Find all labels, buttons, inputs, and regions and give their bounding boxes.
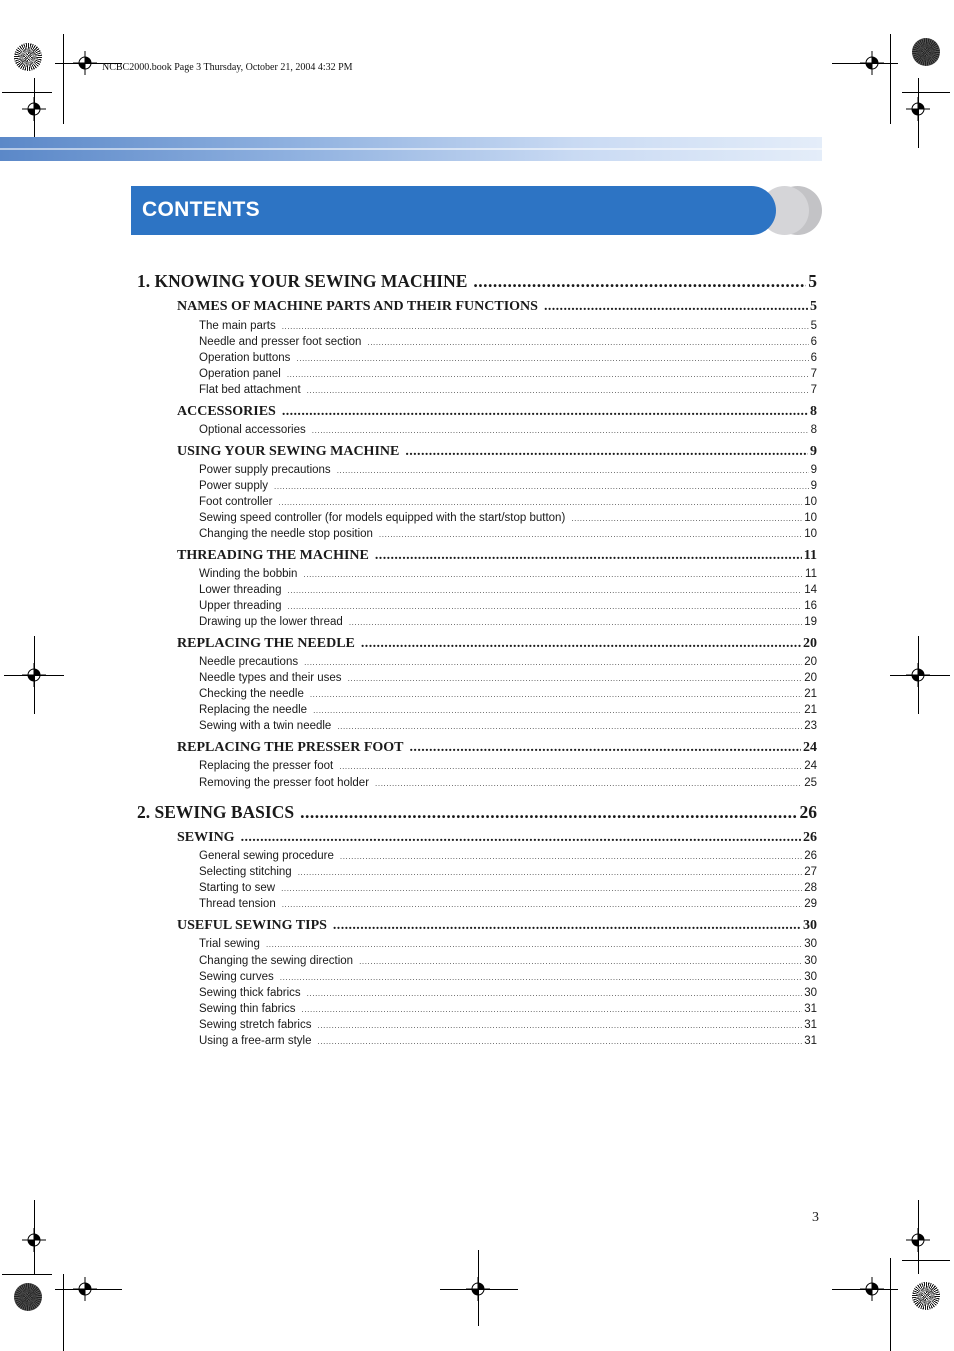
toc-page: 27 xyxy=(804,866,817,878)
toc-label: Sewing curves xyxy=(199,971,274,983)
toc-item[interactable] xyxy=(199,584,817,596)
toc-item[interactable] xyxy=(199,938,817,950)
color-registration-starburst-icon xyxy=(14,1283,42,1311)
toc-item[interactable] xyxy=(199,672,817,684)
toc-label: SEWING xyxy=(177,830,235,845)
toc-page: 11 xyxy=(803,548,817,563)
toc-section-using-machine[interactable] xyxy=(177,444,817,460)
leader-dots xyxy=(282,322,809,331)
leader-dots xyxy=(303,570,803,579)
toc-page: 11 xyxy=(805,568,817,580)
toc-page: 6 xyxy=(810,352,817,364)
crop-mark-line xyxy=(890,675,950,676)
leader-dots xyxy=(349,618,802,627)
color-registration-starburst-icon xyxy=(912,1282,940,1310)
toc-item[interactable] xyxy=(199,850,817,862)
leader-dots xyxy=(337,466,809,475)
crop-mark-line xyxy=(918,1200,919,1274)
toc-chapter-2[interactable] xyxy=(137,802,817,823)
toc-item[interactable] xyxy=(199,987,817,999)
crop-mark-line xyxy=(63,1274,64,1351)
leader-dots xyxy=(333,918,801,934)
toc-section-sewing-tips[interactable] xyxy=(177,918,817,934)
toc-page: 16 xyxy=(804,600,817,612)
page-number: 3 xyxy=(812,1210,819,1225)
crop-mark-line xyxy=(832,63,898,64)
toc-page: 20 xyxy=(804,672,817,684)
toc-item[interactable] xyxy=(199,898,817,910)
leader-dots xyxy=(571,514,802,523)
toc-label: USEFUL SEWING TIPS xyxy=(177,918,327,933)
toc-item[interactable] xyxy=(199,616,817,628)
toc-label: Sewing speed controller (for models equipped with the start/stop button) xyxy=(199,512,566,524)
toc-label: Power supply xyxy=(199,480,269,492)
leader-dots xyxy=(348,674,803,683)
toc-label: Operation panel xyxy=(199,368,281,380)
leader-dots xyxy=(410,740,801,756)
toc-label: Replacing the needle xyxy=(199,704,308,716)
toc-item[interactable] xyxy=(199,1019,817,1031)
toc-page: 14 xyxy=(804,584,817,596)
toc-item[interactable] xyxy=(199,496,817,508)
leader-dots xyxy=(287,602,802,611)
crop-mark-line xyxy=(2,1274,52,1275)
crop-mark-line xyxy=(440,1289,518,1290)
crop-mark-line xyxy=(4,675,64,676)
toc-label: Power supply precautions xyxy=(199,464,331,476)
leader-dots xyxy=(280,973,802,982)
leader-dots xyxy=(340,852,802,861)
toc-page: 21 xyxy=(804,688,817,700)
leader-dots xyxy=(266,940,802,949)
toc-label: Replacing the presser foot xyxy=(199,760,334,772)
toc-page: 31 xyxy=(804,1035,817,1047)
toc-label: Sewing thin fabrics xyxy=(199,1003,296,1015)
toc-label: Upper threading xyxy=(199,600,282,612)
toc-item[interactable] xyxy=(199,352,817,364)
leader-dots xyxy=(337,722,802,731)
leader-dots xyxy=(298,868,803,877)
color-registration-starburst-icon xyxy=(14,43,42,71)
toc-page: 20 xyxy=(803,636,817,651)
toc-label: General sewing procedure xyxy=(199,850,334,862)
toc-item[interactable] xyxy=(199,320,817,332)
crop-mark-line xyxy=(902,92,950,93)
toc-label: REPLACING THE PRESSER FOOT xyxy=(177,740,404,755)
toc-label: Removing the presser foot holder xyxy=(199,777,370,789)
crop-mark-line xyxy=(890,1258,891,1351)
toc-page: 9 xyxy=(810,464,817,476)
page-title: CONTENTS xyxy=(142,198,260,221)
toc-page: 5 xyxy=(810,320,817,332)
toc-page: 23 xyxy=(804,720,817,732)
toc-section-threading[interactable] xyxy=(177,548,817,564)
toc-page: 24 xyxy=(804,760,817,772)
toc-label: Foot controller xyxy=(199,496,273,508)
leader-dots xyxy=(375,779,802,788)
leader-dots xyxy=(287,370,809,379)
toc-page: 29 xyxy=(804,898,817,910)
leader-dots xyxy=(296,354,808,363)
leader-dots xyxy=(304,658,802,667)
leader-dots xyxy=(279,498,803,507)
toc-item[interactable] xyxy=(199,464,817,476)
leader-dots xyxy=(339,762,802,771)
toc-item[interactable] xyxy=(199,777,817,789)
toc-section-presser-foot[interactable] xyxy=(177,740,817,756)
toc-label: Winding the bobbin xyxy=(199,568,298,580)
toc-label: Selecting stitching xyxy=(199,866,292,878)
crop-mark-line xyxy=(2,92,52,93)
crop-mark-line xyxy=(55,1289,122,1290)
toc-page: 26 xyxy=(799,802,817,822)
toc-label: USING YOUR SEWING MACHINE xyxy=(177,444,400,459)
toc-page: 25 xyxy=(804,777,817,789)
leader-dots xyxy=(302,1005,803,1014)
toc-label: Needle and presser foot section xyxy=(199,336,362,348)
leader-dots xyxy=(274,482,809,491)
toc-label: Thread tension xyxy=(199,898,276,910)
leader-dots xyxy=(359,957,802,966)
leader-dots xyxy=(318,1021,803,1030)
toc-label: Changing the sewing direction xyxy=(199,955,354,967)
leader-dots xyxy=(310,690,802,699)
toc-page: 31 xyxy=(804,1019,817,1031)
toc-page: 10 xyxy=(804,496,817,508)
crop-mark-line xyxy=(890,34,891,124)
header-gradient-band xyxy=(0,137,822,161)
toc-label: Optional accessories xyxy=(199,424,306,436)
toc-item[interactable] xyxy=(199,688,817,700)
toc-label: ACCESSORIES xyxy=(177,404,276,419)
toc-label: 2. SEWING BASICS xyxy=(137,802,295,822)
toc-label: REPLACING THE NEEDLE xyxy=(177,636,355,651)
toc-item[interactable] xyxy=(199,760,817,772)
leader-dots xyxy=(282,900,802,909)
toc-item[interactable] xyxy=(199,336,817,348)
toc-section-accessories[interactable] xyxy=(177,404,817,420)
toc-page: 26 xyxy=(804,850,817,862)
leader-dots xyxy=(375,548,802,564)
toc-page: 30 xyxy=(804,987,817,999)
leader-dots xyxy=(312,426,809,435)
toc-label: Starting to sew xyxy=(199,882,276,894)
leader-dots xyxy=(287,586,802,595)
toc-label: Drawing up the lower thread xyxy=(199,616,343,628)
crop-mark-line xyxy=(34,1200,35,1274)
toc-label: Using a free-arm style xyxy=(199,1035,312,1047)
toc-item[interactable] xyxy=(199,480,817,492)
leader-dots xyxy=(282,404,808,420)
toc-item[interactable] xyxy=(199,1035,817,1047)
toc-page: 8 xyxy=(810,404,817,419)
toc-page: 9 xyxy=(810,480,817,492)
toc-label: The main parts xyxy=(199,320,276,332)
leader-dots xyxy=(361,636,801,652)
toc-page: 5 xyxy=(808,271,817,291)
toc-item[interactable] xyxy=(199,512,817,524)
toc-page: 8 xyxy=(810,424,817,436)
print-header: NCBC2000.book Page 3 Thursday, October 21, 2004 4:32 PM xyxy=(102,62,353,73)
toc-page: 20 xyxy=(804,656,817,668)
toc-page: 7 xyxy=(810,384,817,396)
leader-dots xyxy=(473,271,806,292)
toc-chapter-1[interactable] xyxy=(137,271,817,292)
toc-item[interactable] xyxy=(199,368,817,380)
toc-label: Checking the needle xyxy=(199,688,304,700)
crop-mark-line xyxy=(918,78,919,148)
leader-dots xyxy=(313,706,802,715)
toc-item[interactable] xyxy=(199,528,817,540)
toc-page: 31 xyxy=(804,1003,817,1015)
crop-mark-line xyxy=(902,1260,950,1261)
toc-page: 30 xyxy=(803,918,817,933)
toc-item[interactable] xyxy=(199,656,817,668)
toc-page: 26 xyxy=(803,830,817,845)
toc-item[interactable] xyxy=(199,882,817,894)
crop-mark-line xyxy=(63,34,64,124)
toc-page: 5 xyxy=(810,299,817,314)
toc-page: 24 xyxy=(803,740,817,755)
color-registration-starburst-icon xyxy=(912,38,940,66)
leader-dots xyxy=(307,989,803,998)
toc-label: Sewing with a twin needle xyxy=(199,720,332,732)
leader-dots xyxy=(544,299,808,315)
toc-page: 19 xyxy=(804,616,817,628)
toc-label: Changing the needle stop position xyxy=(199,528,373,540)
toc-item[interactable] xyxy=(199,384,817,396)
toc-item[interactable] xyxy=(199,424,817,436)
toc-item[interactable] xyxy=(199,971,817,983)
toc-page: 21 xyxy=(804,704,817,716)
leader-dots xyxy=(367,338,808,347)
toc-page: 9 xyxy=(810,444,817,459)
toc-item[interactable] xyxy=(199,955,817,967)
toc-label: Needle precautions xyxy=(199,656,299,668)
toc-label: Trial sewing xyxy=(199,938,260,950)
leader-dots xyxy=(241,830,801,846)
leader-dots xyxy=(300,802,797,823)
toc-page: 30 xyxy=(804,955,817,967)
crop-mark-line xyxy=(478,1250,479,1326)
toc-page: 30 xyxy=(804,938,817,950)
leader-dots xyxy=(281,884,802,893)
toc-item[interactable] xyxy=(199,720,817,732)
toc-label: NAMES OF MACHINE PARTS AND THEIR FUNCTIONS xyxy=(177,299,538,314)
toc-section-replacing-needle[interactable] xyxy=(177,636,817,652)
toc-label: Lower threading xyxy=(199,584,282,596)
toc-item[interactable] xyxy=(199,568,817,580)
leader-dots xyxy=(307,386,809,395)
leader-dots xyxy=(317,1037,802,1046)
toc-label: Operation buttons xyxy=(199,352,291,364)
toc-section-machine-parts[interactable] xyxy=(177,299,817,315)
toc-label: Needle types and their uses xyxy=(199,672,342,684)
toc-label: Flat bed attachment xyxy=(199,384,301,396)
toc-page: 10 xyxy=(804,528,817,540)
toc-page: 30 xyxy=(804,971,817,983)
toc-page: 7 xyxy=(810,368,817,380)
toc-page: 6 xyxy=(810,336,817,348)
toc-label: Sewing stretch fabrics xyxy=(199,1019,312,1031)
toc-item[interactable] xyxy=(199,600,817,612)
leader-dots xyxy=(405,444,808,460)
toc-page: 10 xyxy=(804,512,817,524)
toc-section-sewing[interactable] xyxy=(177,830,817,846)
toc-label: THREADING THE MACHINE xyxy=(177,548,369,563)
toc-page: 28 xyxy=(804,882,817,894)
toc-label: 1. KNOWING YOUR SEWING MACHINE xyxy=(137,271,468,291)
leader-dots xyxy=(379,530,802,539)
toc-item[interactable] xyxy=(199,704,817,716)
crop-mark-line xyxy=(832,1289,898,1290)
toc-item[interactable] xyxy=(199,866,817,878)
toc-label: Sewing thick fabrics xyxy=(199,987,301,999)
toc-item[interactable] xyxy=(199,1003,817,1015)
